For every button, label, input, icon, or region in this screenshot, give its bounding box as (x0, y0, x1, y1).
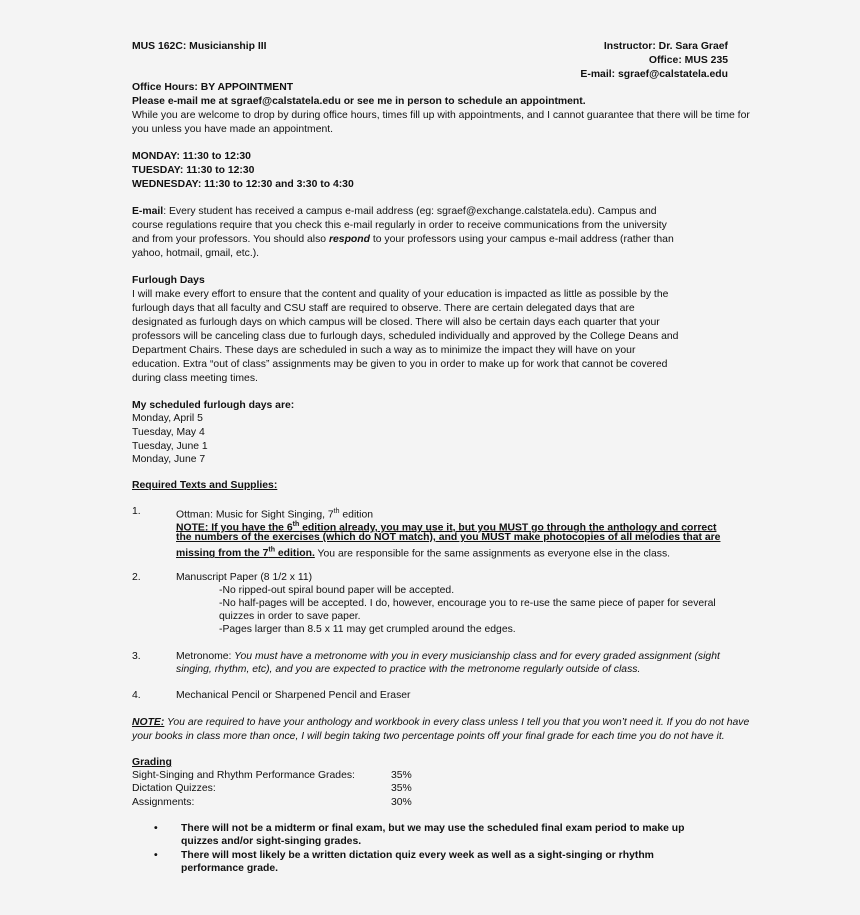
textbook-note-line: the numbers of the exercises (which do NOT match), and you MUST make photocopies of all melodies that are (176, 532, 721, 543)
instructor-email: E-mail: sgraef@calstatela.edu (580, 69, 728, 80)
manuscript-rule: -No ripped-out spiral bound paper will be accepted. (219, 585, 455, 596)
note-text: edition already, you may use it, but you MUST go through the anthology and correct (299, 522, 717, 534)
bullet-icon: • (154, 823, 158, 834)
textbook-note-line (176, 544, 670, 561)
note-text: You are responsible for the same assignments as everyone else in the class. (314, 548, 671, 560)
note-label: NOTE: (132, 717, 165, 728)
superscript: th (333, 508, 340, 515)
note-text (176, 548, 315, 559)
furlough-line: education. Extra “out of class” assignments may be given to you in order to make up for work that cannot be covered (132, 359, 668, 370)
note-text: You are required to have your anthology and workbook in every class unless I tell you that you won’t need it. If you do not have (164, 717, 750, 728)
required-texts-title: Required Texts and Supplies: (132, 480, 278, 491)
email-label: E-mail (132, 206, 164, 217)
course-title: MUS 162C: Musicianship III (132, 41, 267, 52)
manuscript-rule: quizzes in order to save paper. (219, 611, 361, 622)
furlough-day: Tuesday, June 1 (132, 441, 208, 452)
note-text: NOTE: If you have the 6 (176, 522, 293, 534)
office-hours-note-line: While you are welcome to drop by during office hours, times fill up with appointments, and I cannot guarantee that there will be time for (132, 110, 750, 121)
scheduled-furlough-title: My scheduled furlough days are: (132, 400, 295, 411)
respond-emphasis: respond (328, 234, 370, 245)
item-number: 1. (132, 506, 141, 517)
item-number: 3. (132, 651, 141, 662)
office-hours-instruction: Please e-mail me at sgraef@calstatela.edu or see me in person to schedule an appointment. (132, 96, 586, 107)
furlough-title: Furlough Days (132, 275, 205, 286)
hours-tuesday: TUESDAY: 11:30 to 12:30 (132, 165, 255, 176)
email-text: : Every student has received a campus e-mail address (eg: sgraef@exchange.calstatela.edu). Campus and (163, 206, 657, 217)
item-number: 4. (132, 690, 141, 701)
manuscript-rule: -No half-pages will be accepted. I do, however, encourage you to re-use the same piece of paper for several (219, 598, 716, 609)
note-paragraph-line (132, 716, 749, 730)
manuscript-rule: -Pages larger than 8.5 x 11 may get crumpled around the edges. (219, 624, 516, 635)
email-text: and from your professors. You should also (132, 234, 329, 245)
note-paragraph-line: your books in class more than once, I will begin taking two percentage points off your final grade for each time you do not have it. (132, 731, 725, 742)
hours-wednesday: WEDNESDAY: 11:30 to 12:30 and 3:30 to 4:30 (132, 179, 354, 190)
grading-row-label: Sight-Singing and Rhythm Performance Grades: (132, 770, 355, 781)
email-paragraph-line: course regulations require that you check this e-mail regularly in order to receive communications from the university (132, 220, 667, 231)
item-number: 2. (132, 572, 141, 583)
grading-row-value: 35% (391, 770, 412, 781)
email-paragraph-line (132, 205, 657, 219)
grading-bullet-line: There will not be a midterm or final exam, but we may use the scheduled final exam period to make up (181, 823, 685, 834)
furlough-line: I will make every effort to ensure that the content and quality of your education is impacted as little as possible by the (132, 289, 669, 300)
bullet-icon: • (154, 850, 158, 861)
pencil-item: Mechanical Pencil or Sharpened Pencil and Eraser (176, 690, 411, 701)
superscript: th (268, 547, 275, 554)
grading-title: Grading (132, 757, 172, 768)
instructor-name: Instructor: Dr. Sara Graef (603, 41, 728, 52)
instructor-office: Office: MUS 235 (648, 55, 728, 66)
furlough-day: Monday, June 7 (132, 454, 206, 465)
email-paragraph-line (132, 233, 674, 247)
grading-row-label: Assignments: (132, 797, 195, 808)
grading-row-label: Dictation Quizzes: (132, 783, 216, 794)
note-text: missing from the 7 (176, 548, 269, 560)
metronome-text: You must have a metronome with you in every musicianship class and for every graded assignment (sight (231, 651, 720, 662)
textbook-text: Ottman: Music for Sight Singing, 7 (176, 509, 334, 521)
hours-monday: MONDAY: 11:30 to 12:30 (132, 151, 251, 162)
furlough-day: Monday, April 5 (132, 413, 203, 424)
office-hours-title: Office Hours: BY APPOINTMENT (132, 82, 294, 93)
superscript: th (292, 521, 300, 528)
furlough-line: during class meeting times. (132, 373, 258, 384)
furlough-line: professors will be canceling class due to furlough days, scheduled individually and approved by the College Deans and (132, 331, 679, 342)
furlough-line: designated as furlough days on which campus will be closed. There will also be certain days each quarter that your (132, 317, 660, 328)
grading-bullet-line: performance grade. (181, 863, 279, 874)
grading-row-value: 35% (391, 783, 412, 794)
grading-row-value: 30% (391, 797, 412, 808)
furlough-line: Department Chairs. These days are scheduled in such a way as to minimize the impact they will have on your (132, 345, 636, 356)
email-text: to your professors using your campus e-mail address (rather than (369, 234, 674, 245)
metronome-line (176, 650, 720, 664)
office-hours-note-line: you unless you have made an appointment. (132, 124, 334, 135)
metronome-label: Metronome: (176, 651, 232, 662)
metronome-line: singing, rhythm, etc), and you are expected to practice with the metronome regularly outside of class. (176, 664, 641, 675)
textbook-text: edition (339, 509, 374, 521)
note-text: edition. (275, 548, 315, 560)
grading-bullet-line: quizzes and/or sight-singing grades. (181, 836, 362, 847)
grading-bullet-line: There will most likely be a written dictation quiz every week as well as a sight-singing or rhythm (181, 850, 654, 861)
furlough-line: furlough days that all faculty and CSU staff are required to observe. There are certain delegated days that are (132, 303, 635, 314)
manuscript-title: Manuscript Paper (8 1/2 x 11) (176, 572, 313, 583)
email-paragraph-line: yahoo, hotmail, gmail, etc.). (132, 248, 260, 259)
furlough-day: Tuesday, May 4 (132, 427, 205, 438)
